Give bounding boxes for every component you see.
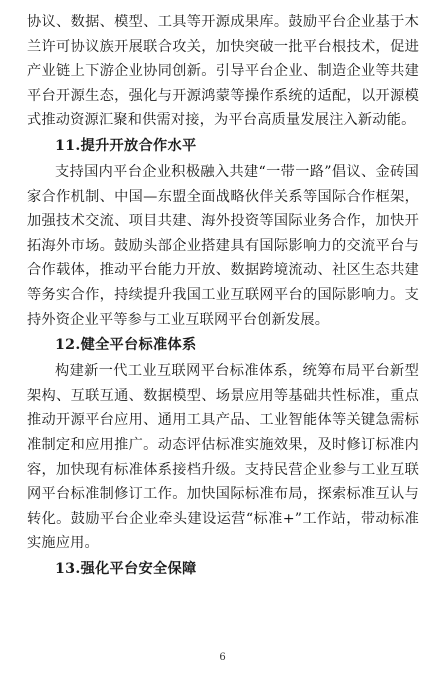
paragraph-open-cooperation: 支持国内平台企业积极融入共建“一带一路”倡议、金砖国家合作机制、中国—东盟全面战略伙伴关系等国际合作框架，加强技术交流、项目共建、海外投资等国际业务合作，加快开拓海外市场。鼓励头部企业搭建具有国际影响力的交流平台与合作载体，推动平台能力开放、数据跨境流动、社区生态共建等务实合作，持续提升我国工业互联网平台的国际影响力。支持外资企业平等参与工业互联网平台创新发展。 xyxy=(27,163,419,328)
paragraph-open-source: 协议、数据、模型、工具等开源成果库。鼓励平台企业基于木兰许可协议族开展联合攻关，加快突破一批平台根技术，促进产业链上下游企业协同创新。引导平台企业、制造企业等共建平台开源生态，强化与开源鸿蒙等操作系统的适配，以开源模式推动资源汇聚和供需对接，为平台高质量发展注入新动能。 xyxy=(27,14,419,129)
heading-standard-system: 12.健全平台标准体系 xyxy=(55,337,197,354)
paragraph-standard-system: 构建新一代工业互联网平台标准体系，统筹布局平台新型架构、互联互通、数据模型、场景应用等基础共性标准，重点推动开源平台应用、通用工具产品、工业智能体等关键急需标准制定和应用推广。动态评估标准实施效果，及时修订标准内容，加快现有标准体系接档升级。支持民营企业参与工业互联网平台标准制修订工作。加快国际标准布局，探索标准互认与转化。鼓励平台企业牵头建设运营“标准+”工作站，带动标准实施应用。 xyxy=(27,363,419,552)
page-number: 6 xyxy=(219,652,226,663)
heading-open-cooperation: 11.提升开放合作水平 xyxy=(55,137,197,154)
document-body xyxy=(27,10,419,583)
heading-security: 13.强化平台安全保障 xyxy=(55,560,197,577)
